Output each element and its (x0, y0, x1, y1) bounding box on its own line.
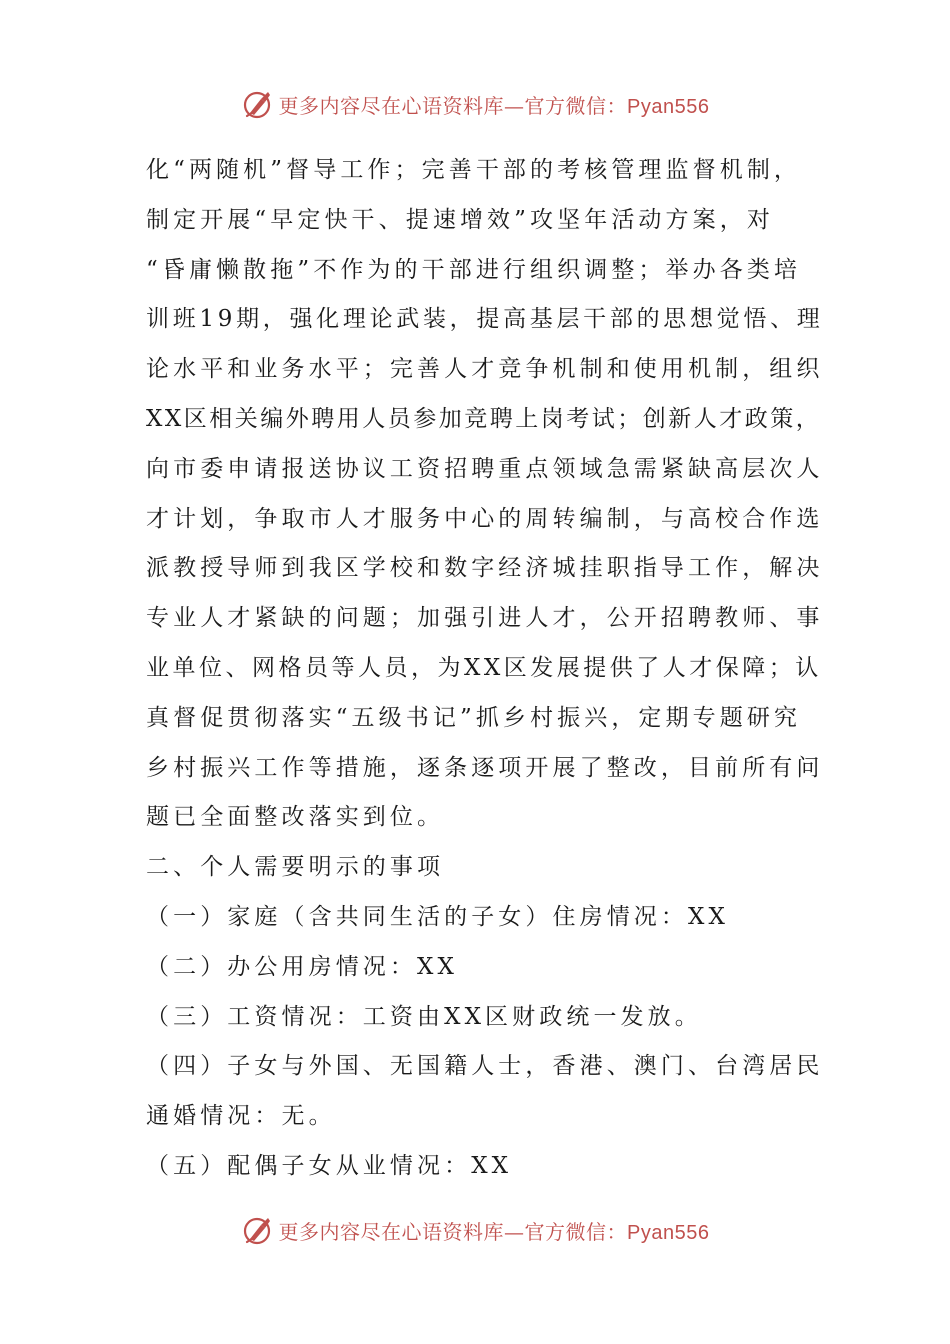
text-line: “昏庸懒散拖”不作为的干部进行组织调整；举办各类培 (146, 256, 802, 283)
document-body (146, 146, 826, 1192)
watermark-text: 更多内容尽在心语资料库—官方微信：Pyan556 (278, 1219, 710, 1244)
text-line: 训班19期，强化理论武装，提高基层干部的思想觉悟、理 (146, 306, 824, 333)
wechat-id: Pyan556 (627, 1221, 710, 1244)
text-line: 派教授导师到我区学校和数字经济城挂职指导工作，解决 (146, 555, 824, 582)
pen-nib-logo-icon (241, 87, 275, 121)
header-watermark (0, 82, 950, 126)
text-line: 真督促贯彻落实“五级书记”抓乡村振兴，定期专题研究 (146, 704, 802, 731)
list-item: （一）家庭（含共同生活的子女）住房情况：XX (146, 903, 729, 930)
list-item-continuation: 通婚情况：无。 (146, 1103, 336, 1130)
list-item: （三）工资情况：工资由XX区财政统一发放。 (146, 1003, 702, 1030)
list-item: （四）子女与外国、无国籍人士，香港、澳门、台湾居民 (146, 1053, 824, 1080)
list-item: （五）配偶子女从业情况：XX (146, 1152, 513, 1179)
text-line: 才计划，争取市人才服务中心的周转编制，与高校合作选 (146, 505, 824, 532)
text-line: 乡村振兴工作等措施，逐条逐项开展了整改，目前所有问 (146, 754, 824, 781)
wechat-id: Pyan556 (627, 95, 710, 118)
text-line: 题已全面整改落实到位。 (146, 804, 445, 831)
watermark-text: 更多内容尽在心语资料库—官方微信：Pyan556 (278, 93, 710, 118)
text-line: 向市委申请报送协议工资招聘重点领域急需紧缺高层次人 (146, 455, 824, 482)
footer-watermark (0, 1208, 950, 1252)
text-line: XX区相关编外聘用人员参加竞聘上岗考试；创新人才政策， (146, 405, 822, 432)
text-line: 专业人才紧缺的问题；加强引进人才，公开招聘教师、事 (146, 605, 824, 632)
section-heading: 二、个人需要明示的事项 (146, 854, 445, 881)
text-line: 制定开展“早定快干、提速增效”攻坚年活动方案，对 (146, 206, 774, 233)
text-line: 业单位、网格员等人员，为XX区发展提供了人才保障；认 (146, 654, 822, 681)
text-line: 化“两随机”督导工作；完善干部的考核管理监督机制， (146, 157, 802, 183)
pen-nib-logo-icon (241, 1213, 275, 1247)
list-item: （二）办公用房情况：XX (146, 953, 458, 980)
text-line: 论水平和业务水平；完善人才竞争机制和使用机制，组织 (146, 356, 824, 383)
